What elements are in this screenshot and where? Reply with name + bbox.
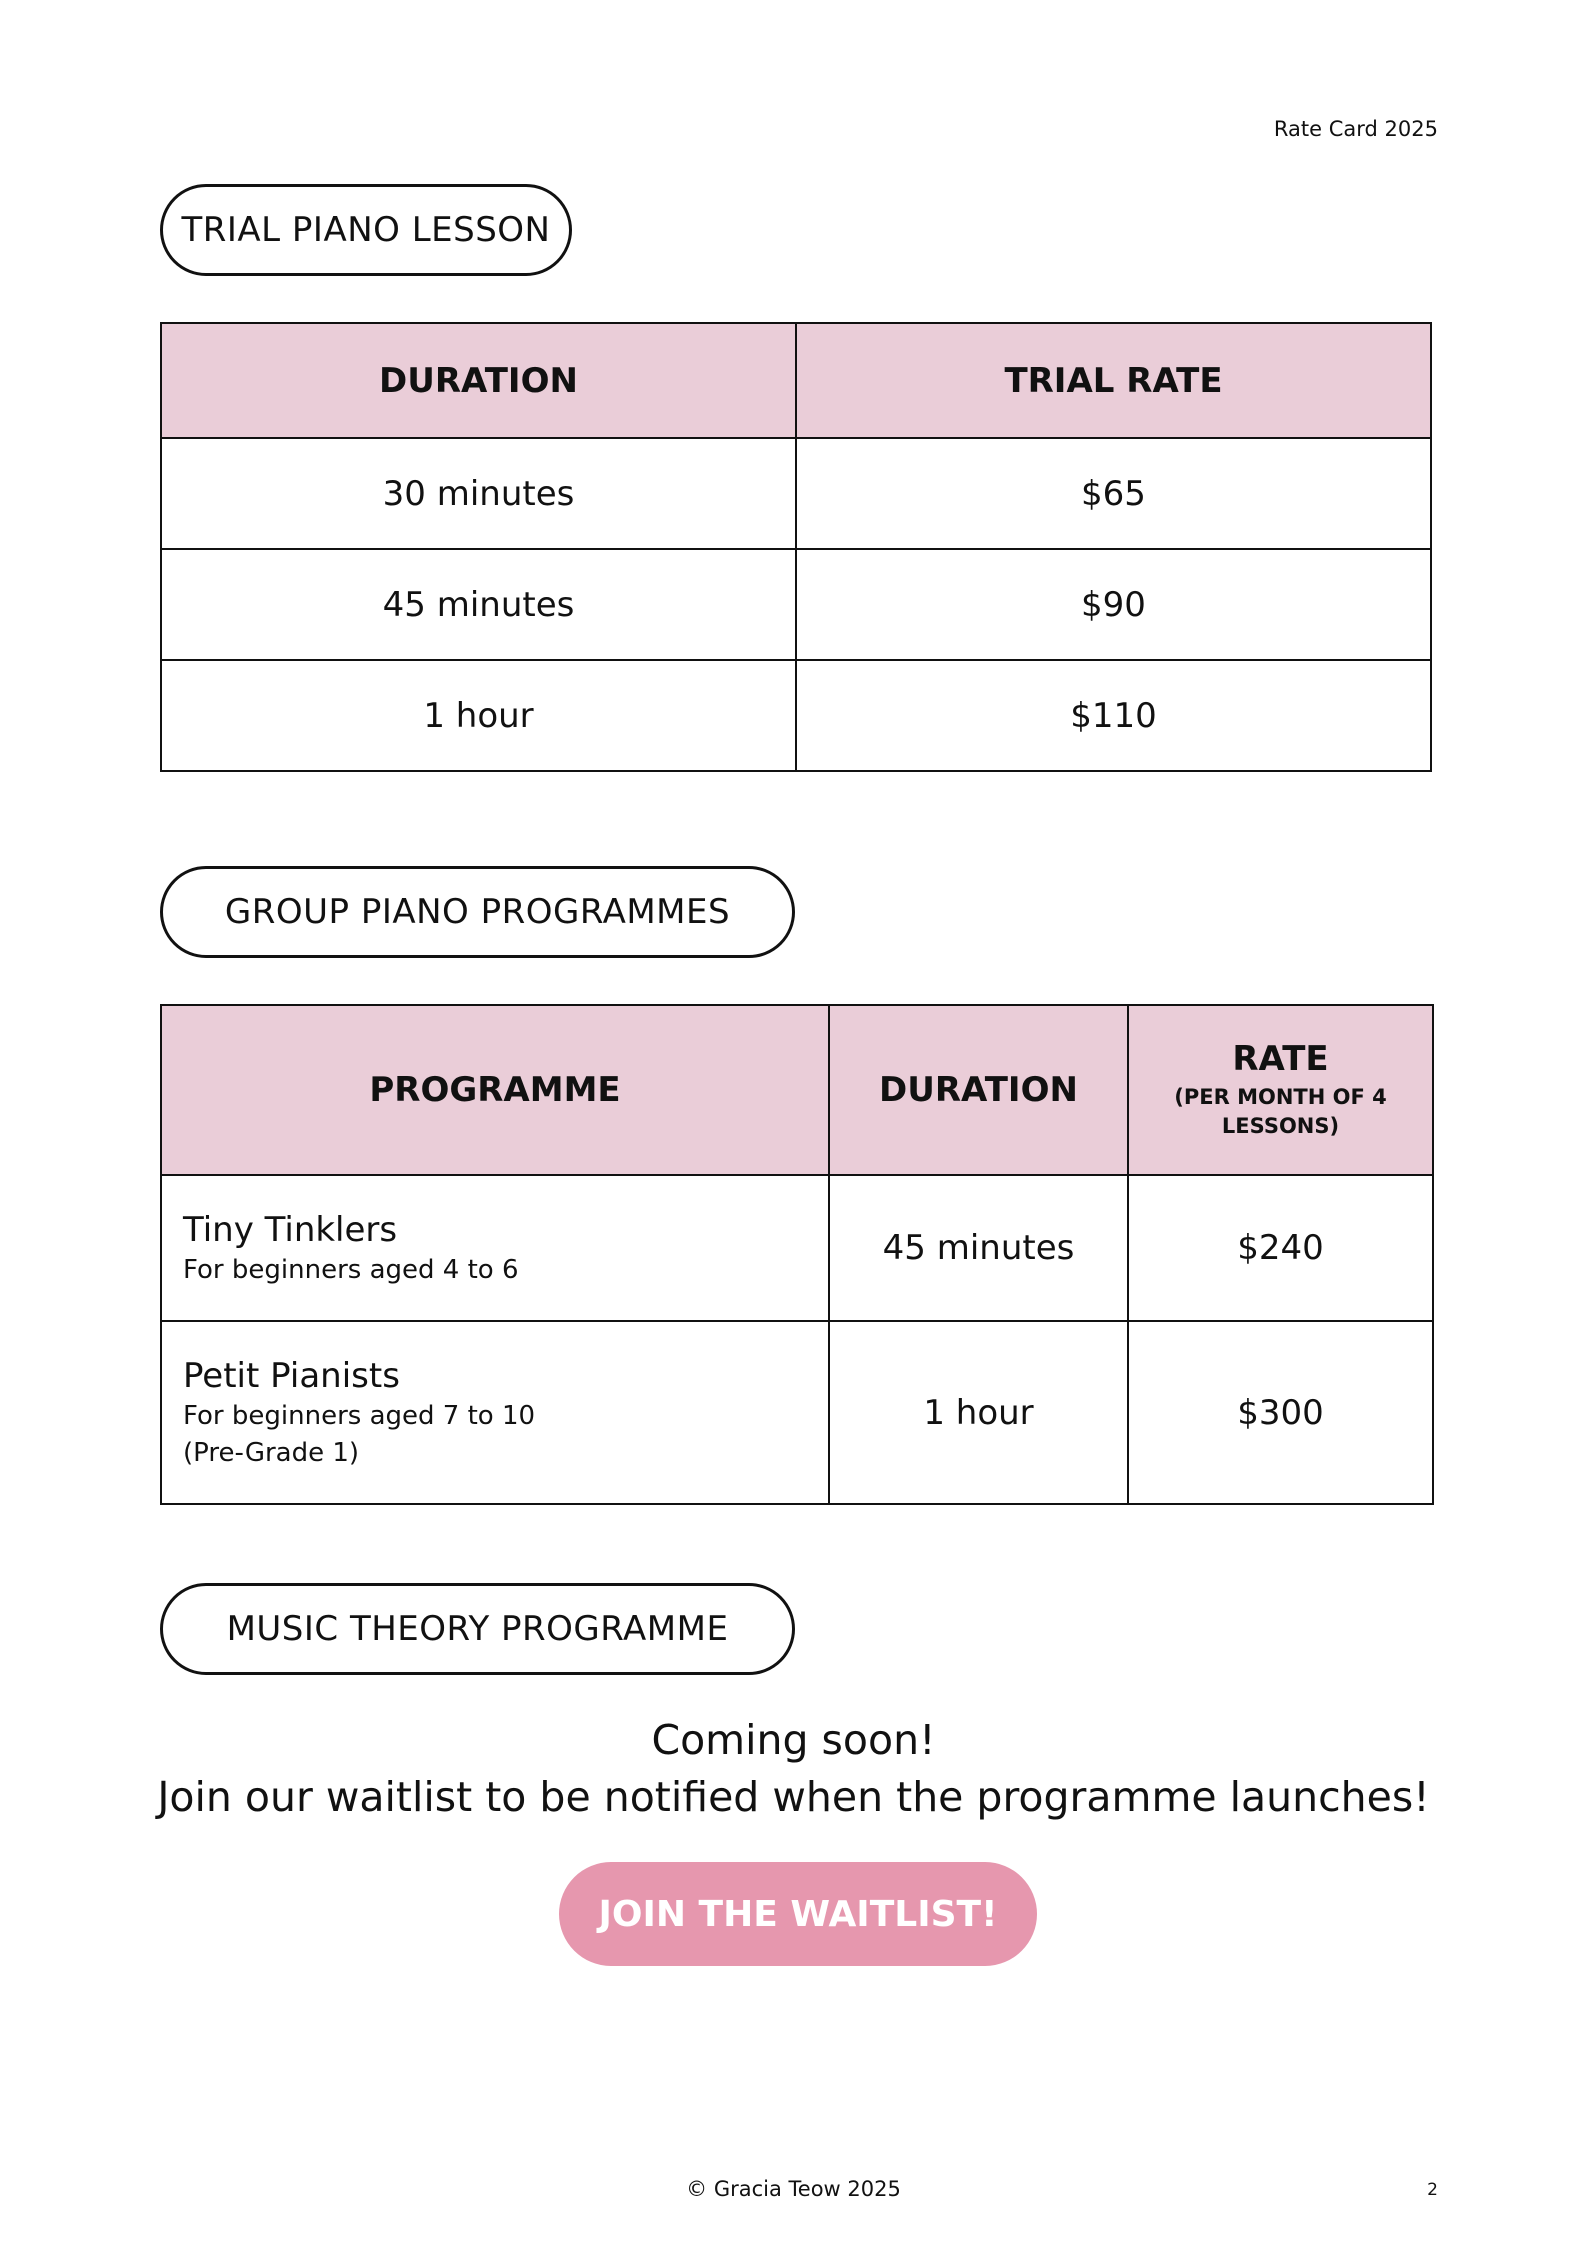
rate-cell: $65 xyxy=(796,438,1431,549)
duration-cell: 1 hour xyxy=(161,660,796,771)
programme-grade-note: (Pre-Grade 1) xyxy=(183,1437,360,1468)
column-header-trial-rate: TRIAL RATE xyxy=(796,323,1431,438)
copyright-footer: © Gracia Teow 2025 xyxy=(686,2177,901,2201)
programme-description: For beginners aged 7 to 10 xyxy=(183,1400,536,1431)
duration-cell: 30 minutes xyxy=(161,438,796,549)
rate-header-label: RATE xyxy=(1232,1039,1329,1079)
table-row xyxy=(161,1175,1433,1321)
programme-name: Petit Pianists xyxy=(183,1355,400,1396)
group-programmes-table xyxy=(160,1004,1434,1505)
rate-cell: $300 xyxy=(1128,1321,1433,1504)
programme-name: Tiny Tinklers xyxy=(183,1209,398,1250)
document-label: Rate Card 2025 xyxy=(1273,117,1438,141)
join-waitlist-button[interactable]: JOIN THE WAITLIST! xyxy=(559,1862,1037,1966)
rate-cell: $90 xyxy=(796,549,1431,660)
programme-cell xyxy=(161,1321,829,1504)
column-header-duration: DURATION xyxy=(161,323,796,438)
duration-cell: 45 minutes xyxy=(829,1175,1128,1321)
table-row xyxy=(161,660,1431,771)
page-number: 2 xyxy=(1427,2180,1438,2200)
trial-rate-table xyxy=(160,322,1432,772)
table-header-row xyxy=(161,1005,1433,1175)
table-row xyxy=(161,438,1431,549)
programme-cell xyxy=(161,1175,829,1321)
column-header-programme: PROGRAMME xyxy=(161,1005,829,1175)
rate-cell: $110 xyxy=(796,660,1431,771)
table-row xyxy=(161,1321,1433,1504)
rate-header-note: (PER MONTH OF 4 LESSONS) xyxy=(1174,1085,1387,1138)
table-header-row xyxy=(161,323,1431,438)
programme-description: For beginners aged 4 to 6 xyxy=(183,1254,519,1285)
section-title-theory: MUSIC THEORY PROGRAMME xyxy=(160,1583,795,1675)
coming-soon-message xyxy=(0,1712,1587,1826)
column-header-rate xyxy=(1128,1005,1433,1175)
section-title-trial: TRIAL PIANO LESSON xyxy=(160,184,572,276)
table-row xyxy=(161,549,1431,660)
section-title-group: GROUP PIANO PROGRAMMES xyxy=(160,866,795,958)
column-header-duration: DURATION xyxy=(829,1005,1128,1175)
duration-cell: 1 hour xyxy=(829,1321,1128,1504)
waitlist-invite-line: Join our waitlist to be notified when the programme launches! xyxy=(157,1773,1430,1821)
coming-soon-line: Coming soon! xyxy=(651,1716,936,1764)
duration-cell: 45 minutes xyxy=(161,549,796,660)
rate-cell: $240 xyxy=(1128,1175,1433,1321)
